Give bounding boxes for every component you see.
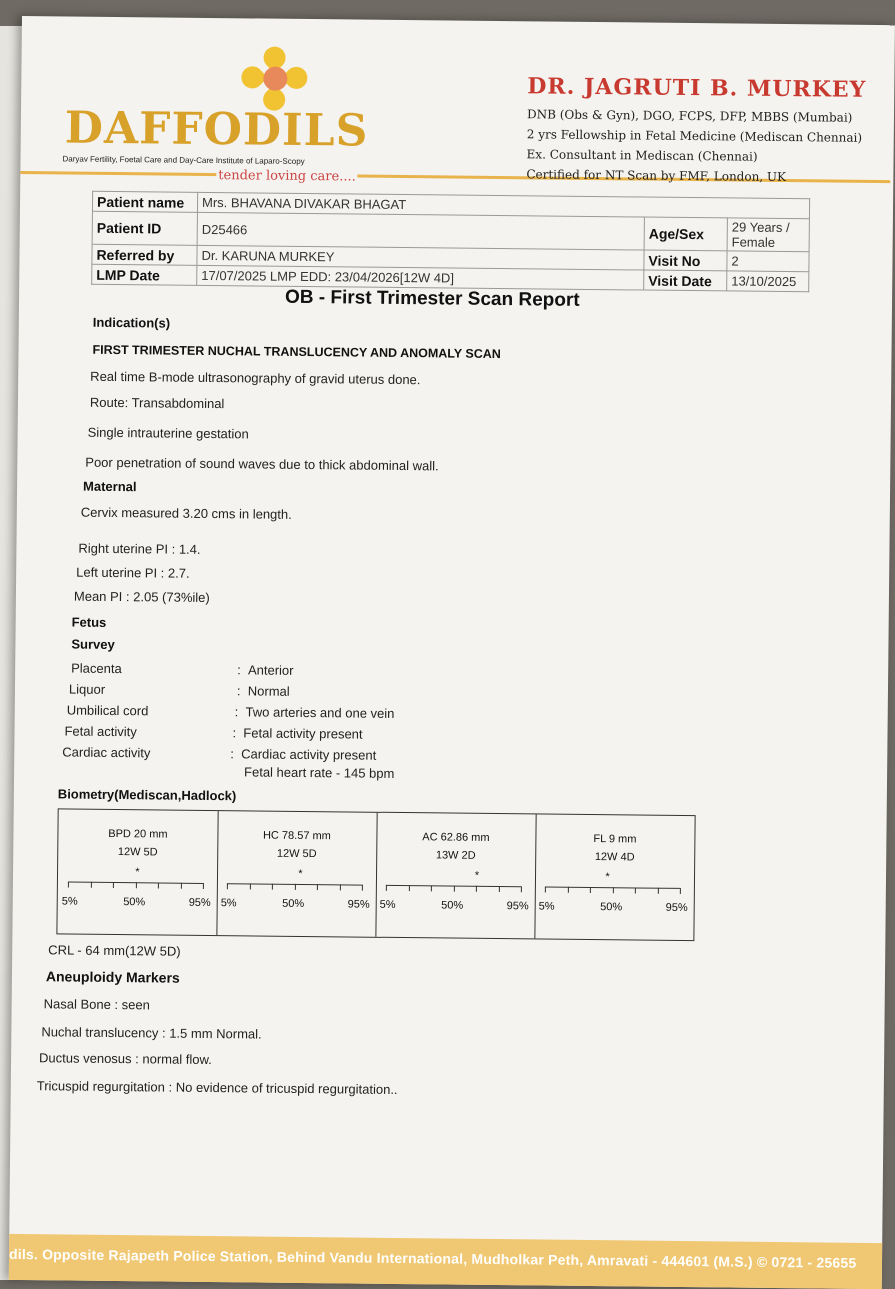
- crl-measurement: CRL - 64 mm(12W 5D): [48, 942, 181, 959]
- percentile-label: 5%: [379, 898, 396, 911]
- biometry-gest-age: 13W 2D: [435, 849, 476, 862]
- scale-tick: [680, 888, 681, 894]
- scale-tick: [386, 885, 387, 891]
- indication-text: FIRST TRIMESTER NUCHAL TRANSLUCENCY AND ANOMALY SCAN: [92, 342, 501, 362]
- aneuploidy-heading: Aneuploidy Markers: [45, 968, 180, 986]
- left-uterine-pi: Left uterine PI : 2.7.: [76, 564, 190, 581]
- cardiac-activity-value: Cardiac activity present: [241, 746, 377, 763]
- survey-value: : Two arteries and one vein: [234, 704, 395, 721]
- clinic-tagline: Daryav Fertility, Foetal Care and Day-Care Institute of Laparo-Scopy: [62, 154, 305, 166]
- marker-line: Nuchal translucency : 1.5 mm Normal.: [41, 1024, 262, 1042]
- percentile-label: 5%: [220, 897, 237, 910]
- percentile-label: 95%: [665, 901, 688, 915]
- survey-value: : Normal: [236, 683, 290, 699]
- clinic-logo-text: DAFFODILS: [64, 102, 369, 157]
- survey-heading: Survey: [71, 636, 115, 653]
- survey-value: : Anterior: [237, 662, 294, 678]
- doctor-credential: Certified for NT Scan by FMF, London, UK: [526, 167, 787, 185]
- survey-label: Umbilical cord: [66, 702, 149, 719]
- footer-bar: [9, 1234, 882, 1289]
- marker-line: Nasal Bone : seen: [43, 996, 150, 1013]
- fetal-heart-rate: Fetal heart rate - 145 bpm: [244, 764, 395, 781]
- doctor-name: DR. JAGRUTI B. MURKEY: [527, 73, 867, 103]
- scale-tick: [453, 886, 454, 892]
- patient-name-label: Patient name: [92, 191, 197, 212]
- survey-value: : Fetal activity present: [232, 725, 363, 742]
- percentile-label: 95%: [188, 896, 211, 910]
- scale-tick: [90, 882, 91, 888]
- biometry-gest-age: 12W 5D: [276, 847, 317, 861]
- report-page: [9, 16, 895, 1289]
- scale-tick: [339, 884, 340, 890]
- scale-tick: [635, 887, 636, 893]
- age-sex: 29 Years / Female: [727, 218, 809, 252]
- patient-id: D25466: [197, 212, 644, 250]
- scale-tick: [408, 885, 409, 891]
- survey-label: Cardiac activity: [62, 744, 151, 761]
- scale-tick: [431, 885, 432, 891]
- percentile-label: 5%: [61, 895, 78, 908]
- maternal-heading: Maternal: [83, 478, 137, 495]
- visit-date: 13/10/2025: [727, 271, 809, 292]
- percentile-label: 5%: [538, 900, 555, 913]
- report-title: OB - First Trimester Scan Report: [284, 286, 580, 311]
- liquor-value: Normal: [247, 683, 290, 699]
- biometry-gest-age: 12W 5D: [117, 846, 158, 859]
- report-line: Single intrauterine gestation: [87, 424, 249, 442]
- scale-tick: [158, 882, 159, 888]
- visit-date-label: Visit Date: [644, 270, 727, 291]
- patient-info-table: [91, 191, 810, 293]
- lmp-date: 17/07/2025 LMP EDD: 23/04/2026[12W 4D]: [197, 265, 644, 290]
- survey-label: Placenta: [71, 660, 122, 677]
- scale-tick: [567, 887, 568, 893]
- visit-no: 2: [727, 251, 809, 272]
- percentile-label: 50%: [282, 897, 305, 911]
- placenta-value: Anterior: [247, 662, 294, 678]
- survey-value: : Cardiac activity present: [230, 746, 377, 763]
- biometry-measure: HC 78.57 mm: [262, 829, 331, 843]
- report-line: Route: Transabdominal: [89, 394, 225, 412]
- patient-id-label: Patient ID: [92, 211, 197, 245]
- percentile-marker: *: [605, 871, 610, 884]
- biometry-measure: FL 9 mm: [593, 833, 637, 846]
- doctor-credential: Ex. Consultant in Mediscan (Chennai): [526, 147, 758, 164]
- referred-by-label: Referred by: [92, 244, 197, 265]
- scale-tick: [362, 885, 363, 891]
- scale-tick: [317, 884, 318, 890]
- scale-tick: [113, 882, 114, 888]
- mean-pi: Mean PI : 2.05 (73%ile): [73, 588, 210, 605]
- report-line: Real time B-mode ultrasonography of gravid uterus done.: [90, 368, 421, 388]
- scale-tick: [272, 884, 273, 890]
- biometry-cell: [57, 809, 218, 935]
- percentile-marker: *: [135, 866, 140, 879]
- right-uterine-pi: Right uterine PI : 1.4.: [78, 540, 201, 557]
- scale-tick: [498, 886, 499, 892]
- biometry-table: [56, 808, 695, 941]
- fetus-heading: Fetus: [71, 614, 107, 630]
- biometry-cell: [534, 814, 694, 940]
- patient-name: Mrs. BHAVANA DIVAKAR BHAGAT: [197, 192, 809, 218]
- percentile-label: 50%: [123, 896, 146, 909]
- clinic-slogan: tender loving care....: [218, 168, 356, 185]
- lmp-date-label: LMP Date: [92, 264, 197, 285]
- doctor-credential: DNB (Obs & Gyn), DGO, FCPS, DFP, MBBS (Mumbai): [526, 107, 853, 125]
- cervix-length: Cervix measured 3.20 cms in length.: [80, 504, 292, 522]
- scale-tick: [135, 882, 136, 888]
- marker-line: Ductus venosus : normal flow.: [39, 1050, 212, 1068]
- percentile-label: 95%: [506, 900, 529, 913]
- umbilical-cord-value: Two arteries and one vein: [245, 704, 395, 721]
- scale-tick: [657, 888, 658, 894]
- scale-tick: [68, 882, 69, 888]
- scale-tick: [476, 886, 477, 892]
- survey-label: Liquor: [68, 681, 106, 697]
- scale-tick: [521, 886, 522, 892]
- percentile-label: 50%: [600, 901, 623, 914]
- biometry-gest-age: 12W 4D: [594, 851, 635, 864]
- report-line: Poor penetration of sound waves due to thick abdominal wall.: [85, 454, 439, 474]
- scale-tick: [545, 887, 546, 893]
- percentile-marker: *: [474, 869, 480, 882]
- percentile-marker: *: [298, 867, 303, 880]
- biometry-measure: BPD 20 mm: [108, 827, 168, 841]
- scale-tick: [612, 887, 613, 893]
- survey-label: Fetal activity: [64, 723, 137, 740]
- scale-tick: [590, 887, 591, 893]
- doctor-credential: 2 yrs Fellowship in Fetal Medicine (Mediscan Chennai): [526, 127, 863, 145]
- scale-tick: [294, 884, 295, 890]
- scale-tick: [180, 883, 181, 889]
- age-sex-label: Age/Sex: [644, 217, 727, 251]
- biometry-cell: [375, 813, 536, 939]
- referred-by: Dr. KARUNA MURKEY: [197, 245, 644, 270]
- fetal-activity-value: Fetal activity present: [243, 725, 363, 742]
- biometry-heading: Biometry(Mediscan,Hadlock): [57, 786, 237, 804]
- biometry-measure: AC 62.86 mm: [422, 831, 490, 844]
- percentile-label: 50%: [441, 899, 464, 912]
- scale-tick: [227, 883, 228, 889]
- scale-tick: [249, 883, 250, 889]
- scale-tick: [203, 883, 204, 889]
- percentile-label: 95%: [347, 898, 370, 911]
- indication-heading: Indication(s): [92, 314, 171, 331]
- clinic-address: dils. Opposite Rajapeth Police Station, Behind Vandu International, Mudholkar Peth, Amravati - 444601 (M.S.) © 0721 - 25655: [8, 1245, 857, 1271]
- biometry-cell: [216, 811, 377, 937]
- visit-no-label: Visit No: [644, 250, 727, 271]
- marker-line: Tricuspid regurgitation : No evidence of tricuspid regurgitation..: [36, 1078, 398, 1097]
